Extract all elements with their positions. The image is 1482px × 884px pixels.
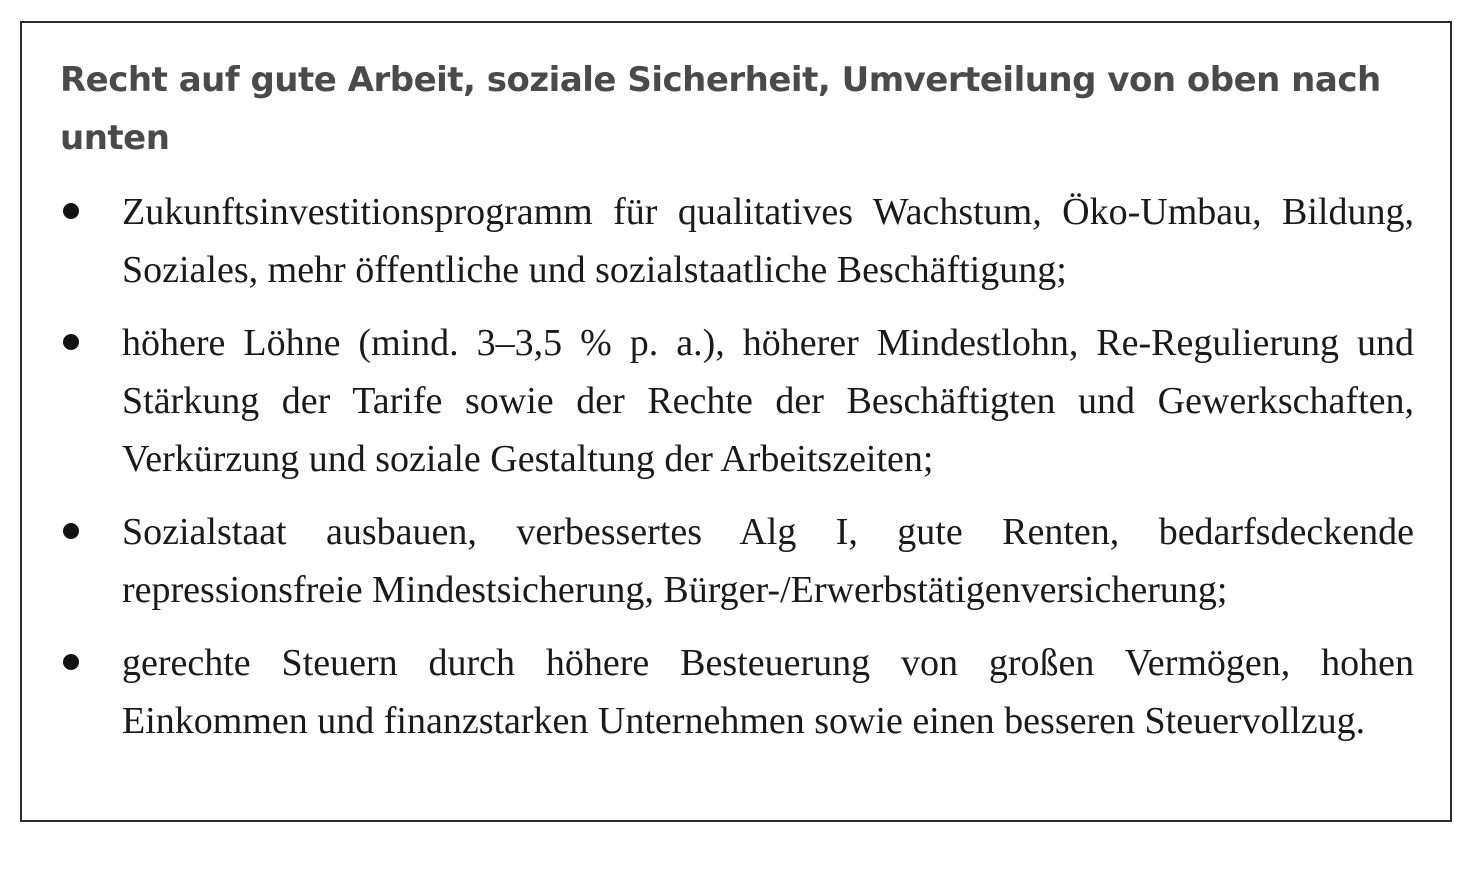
bullet-icon (63, 523, 79, 539)
list-item (22, 503, 1450, 619)
bullet-icon (63, 203, 79, 219)
list-item (22, 314, 1450, 488)
list-item-text: höhere Löhne (mind. 3–3,5 % p. a.), höherer Mindestlohn, Re-Regulierung und Stärkung der Tarife sowie der Rechte der Beschäftigten und Gewerkschaften, Verkürzung und soziale Gestaltung der Arbeitszeiten; (122, 322, 1414, 480)
bullet-list (22, 183, 1450, 765)
list-item (22, 183, 1450, 299)
list-item (22, 634, 1450, 750)
list-item-text: gerechte Steuern durch höhere Besteuerung von großen Vermögen, hohen Einkommen und finanzstarken Unternehmen sowie einen besseren Steuervollzug. (122, 642, 1414, 742)
list-item-text: Sozialstaat ausbauen, verbessertes Alg I, gute Renten, bedarfsdeckende repressionsfreie Mindestsicherung, Bürger-/Erwerbstätigenversicherung; (122, 511, 1414, 611)
info-box (20, 21, 1452, 822)
list-item-text: Zukunftsinvestitionsprogramm für qualitatives Wachstum, Öko-Umbau, Bildung, Soziales, mehr öffentliche und sozialstaatliche Beschäftigung; (122, 191, 1414, 291)
bullet-icon (63, 654, 79, 670)
bullet-icon (63, 334, 79, 350)
box-heading: Recht auf gute Arbeit, soziale Sicherheit, Umverteilung von oben nach unten (60, 60, 1381, 158)
